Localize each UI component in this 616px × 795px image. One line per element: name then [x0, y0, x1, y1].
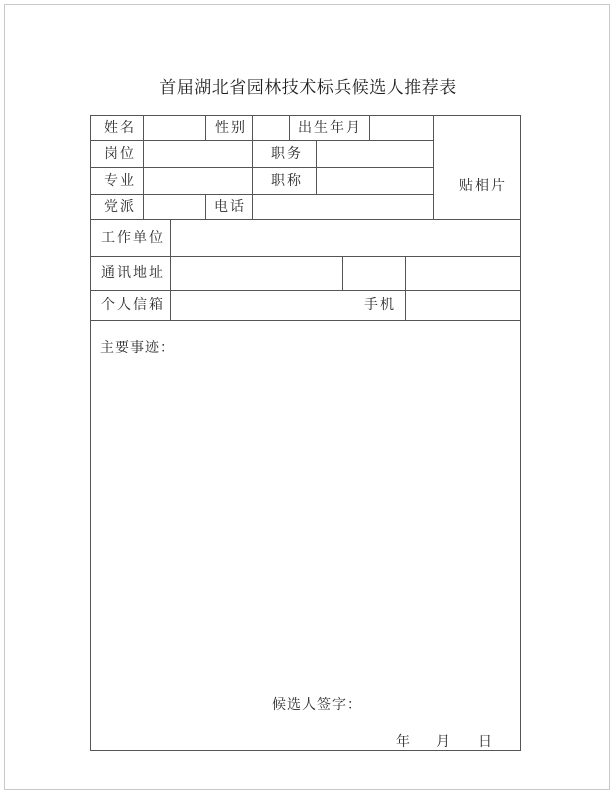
workplace-label: 工作单位 — [101, 230, 165, 246]
name-label: 姓名 — [104, 120, 136, 136]
recommendation-form-table — [90, 115, 521, 751]
photo-placeholder-label: 贴相片 — [459, 178, 507, 194]
address-label: 通讯地址 — [101, 265, 165, 281]
party-label: 党派 — [104, 199, 136, 215]
row-divider — [90, 256, 521, 257]
month-label: 月 — [436, 734, 452, 750]
gender-label: 性别 — [215, 120, 247, 136]
column-divider — [405, 256, 406, 320]
row-divider — [90, 290, 521, 291]
row-divider — [90, 219, 521, 220]
email-label: 个人信箱 — [101, 297, 165, 313]
column-divider — [252, 140, 253, 194]
column-divider — [369, 115, 370, 140]
column-divider — [252, 115, 253, 140]
year-label: 年 — [396, 734, 412, 750]
row-divider — [90, 167, 433, 168]
row-divider — [90, 194, 433, 195]
column-divider — [289, 115, 290, 140]
column-divider — [252, 194, 253, 219]
column-divider — [170, 219, 171, 320]
birth-date-label: 出生年月 — [298, 120, 362, 136]
professional-title-label: 职称 — [271, 173, 303, 189]
form-title: 首届湖北省园林技术标兵候选人推荐表 — [159, 78, 457, 98]
column-divider — [316, 140, 317, 194]
column-divider — [205, 194, 206, 219]
column-divider — [433, 115, 434, 219]
row-divider — [90, 320, 521, 321]
column-divider — [143, 115, 144, 219]
major-label: 专业 — [104, 173, 136, 189]
column-divider — [342, 256, 343, 290]
achievements-label: 主要事迹： — [100, 340, 175, 356]
signature-label: 候选人签字： — [272, 697, 362, 713]
column-divider — [205, 115, 206, 140]
mobile-label: 手机 — [364, 297, 396, 313]
post-label: 岗位 — [104, 146, 136, 162]
day-label: 日 — [478, 734, 494, 750]
row-divider — [90, 140, 433, 141]
duty-label: 职务 — [271, 146, 303, 162]
phone-label: 电话 — [214, 199, 246, 215]
